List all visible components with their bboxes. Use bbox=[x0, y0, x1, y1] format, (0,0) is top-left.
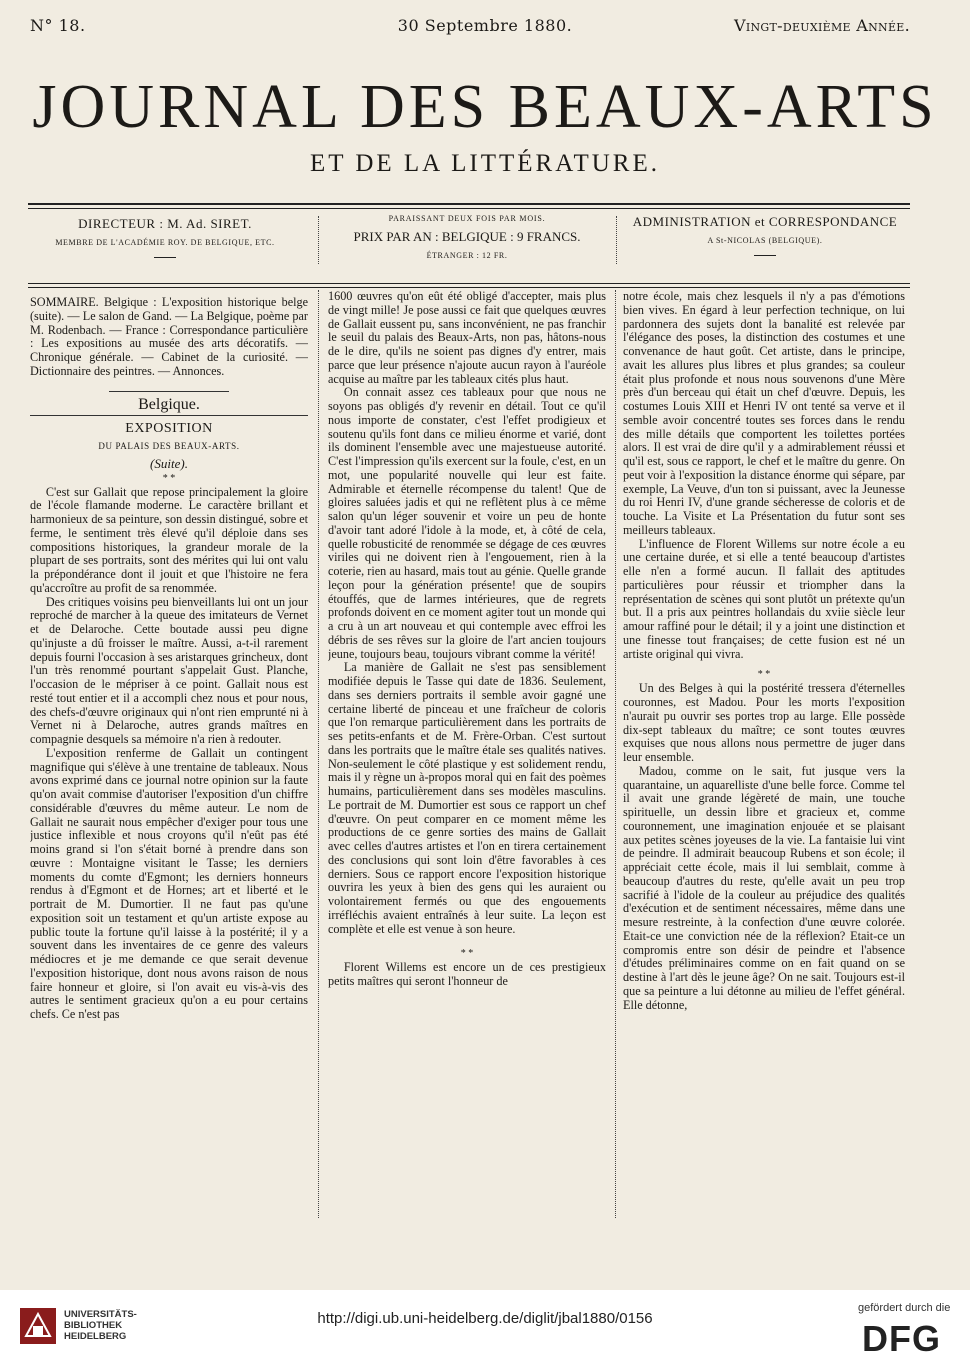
paragraph: notre école, mais chez lesquels il n'y a pas d'émotions bien vives. En égard à leur perfection technique, on lui pardonnera des sujets dont la banalité est relevée par l'élégance des poses, la distinction des costumes et une convenance de haut goût. Cet artiste, dans le principe, avait les allures plus libres et plus grandes; sa couleur était plus profonde et nous nous souvenons d'une Mère près d'un berceau qui était un chef d'œuvre. Depuis, les costumes Louis XIII et Henri IV ont tenté sa verve et il semble avoir concentré toutes ses forces dans le rendu des mille détails que comportent les toilettes portées alors. Il est vrai de dire qu'il y a admirablement réussi et qu'il est, sous ce rapport, le chef et le maître du genre. On peut voir à l'exposition la distance énorme qui sépare, par exemple, La Veuve, d'un ton si puissant, avec la Jeunesse du roi Henri IV, d'une grande sécheresse de coloris et de touche. La Visite et La Présentation du futur sont ses meilleurs tableaux. bbox=[623, 290, 905, 537]
paragraph: L'influence de Florent Willems sur notre école a eu une certaine durée, et si elle a tenté beaucoup d'artistes elle n'en a formé aucun. Il fallait des aptitudes particulières pour réussir et triompher dans la représentation de scènes qui sont plutôt un prétexte qu'un but. Il a pris aux peintres hollandais du xviie siècle leur amour raffiné pour le détail; il y a joint une distinction et une finesse tout françaises; de cette fusion est né un artiste original qui vivra. bbox=[623, 536, 905, 661]
paragraph: On connait assez ces tableaux pour que nous ne soyons pas obligés d'y revenir en détail. Tout ce qu'il nous importe de constater, c'est l'effet prodigieux et soutenu qu'ils font dans ce milieu énorme et varié, dont ils dominent l'ensemble avec une majestueuse autorité. C'est l'impression qu'ils exercent sur la foule, c'est, en un mot, une popularité nouvelle qui leur est faite. Admirable et éternelle récompense du talent! Que de gloires saluées jadis et qui ne reflètent plus à ce même salon qu'un léger souvenir et voire un peu de honte d'avoir tant adoré l'idole à la mode, et, à côté de cela, quelle robusticité de renommée se dégage de ces œuvres viriles qui ne doivent rien à l'engouement, rien à la coterie, rien au hasard, mais tout au génie. Quelle grande leçon pour la génération présente! que de soupirs étouffés, que de larmes intérieures, que de regrets profonds doivent en ce moment agiter tout un monde qui a cru à un art nouveau et qui contemple avec effroi les débris de ses rêves sur la gloire de l'art ancien toujours jeune, toujours beau, toujours vibrant comme la vérité! bbox=[328, 385, 606, 661]
paragraph: L'exposition renferme de Gallait un contingent magnifique qui s'élève à une trentaine de tableaux. Nous avons exprimé dans ce journal notre opinion sur la faute qu'on avait commise d'autoriser l'exposition d'un chiffre considérable d'œuvres du même auteur. Le nom de Gallait ne saurait nous empêcher d'exiger pour tous une justice inflexible et nous croyons qu'il n'eût pas été moins grand si l'on s'était borné à prendre dans son œuvre : Montaigne visitant le Tasse; les derniers moments du comte d'Egmont; les derniers honneurs rendus à d'Egmont et de Hornes; art et liberté et le portrait de M. Dumortier. Il ne faut pas qu'une exposition soit un testament et qu'un artiste expose au public toute la fortune qu'il laisse à la postérité; il y a souvent dans les inventaires de ce genre des valeurs médiocres et je me demande ce que serait devenue l'exposition historique, dont nous avons raison de nous faire honneur et gloire, si l'on avait eu vis-à-vis des autres le sentiment gracieux qu'on a eu pour certains chefs. Ce n'est pas bbox=[30, 745, 308, 1021]
library-line: BIBLIOTHEK bbox=[64, 1320, 123, 1331]
price-belgium: PRIX PAR AN : BELGIQUE : 9 FRANCS. bbox=[353, 229, 581, 244]
article-suite: (Suite). bbox=[150, 455, 188, 471]
paragraph: Un des Belges à qui la postérité tressera d'éternelles couronnes, est Madou. Pour les morts l'exposition n'aurait pu ouvrir ses portes trop au large. Elle possède dix-sept tableaux du maître; ce sont toutes œuvres exquises que nous allons nous permettre de juger dans leur ensemble. bbox=[623, 681, 905, 764]
masthead-title: JOURNAL DES BEAUX-ARTS bbox=[32, 73, 938, 141]
column-separator-2 bbox=[615, 290, 616, 1218]
paragraph: Madou, comme on le sait, fut jusque vers la quarantaine, un aquarelliste d'une belle force. Comme tel il avait une grande légèreté de main, une touche spirituelle, un dessin libre et gracieux et, comme couronnement, une imagination enjouée et se plaisant aux petites scènes joyeuses de la vie. La fantaisie lui vint de peindre. Il admirait beaucoup Rubens et son école; il appréciait cette école, mais il lui semblait, comme à beaucoup d'autres du reste, qu'elle avait un peu trop sacrifié à l'idole de la couleur au préjudice des qualités d'exécution et de sentiment nécessaires, même dans une mesure restreinte, à la confection d'une œuvre colorée. Etait-ce une conviction née de la réflexion? Etait-ce un compromis entre son désir de peindre et l'absence d'études préliminaires comme on en fait quand on se destine à l'art dès le jeune âge? On ne sait. Toujours est-il que sa peinture a lui détonne au milieu de l'effet général. Elle détonne, bbox=[623, 763, 905, 1012]
masthead-subtitle: ET DE LA LITTÉRATURE. bbox=[310, 150, 660, 177]
article-title: EXPOSITION bbox=[125, 421, 213, 437]
section-rule bbox=[109, 391, 229, 392]
info-separator-left bbox=[318, 216, 319, 264]
column-3 bbox=[623, 290, 905, 1218]
library-line: HEIDELBERG bbox=[64, 1331, 127, 1342]
column-separator-1 bbox=[318, 290, 319, 1218]
frequency: PARAISSANT DEUX FOIS PAR MOIS. bbox=[388, 214, 546, 223]
issue-year: Vingt-deuxième Année. bbox=[733, 16, 910, 35]
administration-dash bbox=[754, 255, 776, 256]
masthead-rule-bottom bbox=[28, 208, 910, 209]
funding-note: gefördert durch die bbox=[858, 1302, 951, 1314]
article-subtitle: DU PALAIS DES BEAUX-ARTS. bbox=[98, 441, 240, 451]
sommaire-text: Belgique : L'exposition historique belge (suite). — Le salon de Gand. — La Belgique, poème par M. Rodenbach. — France : Correspondance particulière : Les expositions au musée des arts décoratifs. — Chronique générale. — Cabinet de la curiosité. — Dictionnaire des peintres. — Annonces. bbox=[30, 296, 308, 378]
paragraph: La manière de Gallait ne s'est pas sensiblement modifiée depuis le Tasse qui date de 1836. Seulement, dans ses derniers portraits il semble avoir gagné une certaine liberté de pinceau et une fraîcheur de coloris que l'on remarque particulièrement dans les portraits de ses petits-enfants et de M. Frère-Orban. C'est surtout dans les portraits que le maître étale ses qualités natives. Non-seulement le côté plastique y est solidement rendu, mais il y règne un à-propos moral qui en fait des poèmes humains, particulièrement dans ses modèles masculins. Le portrait de M. Dumortier est sous ce rapport un chef d'œuvre. On peut comparer en ce moment même les productions de ce genre sorties des mains de Gallait avec celles d'autres artistes et l'on en tirera certainement des conclusions qui sont loin d'être favorables à ces derniers. Sous ce rapport encore l'exposition historique ouvrira les yeux à bien des gens qui les auraient ou volontairement fermés ou que des engouements irréfléchis avaient entraînés à leur suite. La leçon est complète et elle est venue à son heure. bbox=[328, 660, 606, 936]
administration-address: A St-NICOLAS (BELGIQUE). bbox=[707, 236, 823, 245]
sommaire-block bbox=[30, 296, 308, 379]
sommaire-label: SOMMAIRE. bbox=[30, 296, 99, 309]
director-info bbox=[30, 216, 300, 258]
price-abroad: ÉTRANGER : 12 FR. bbox=[426, 251, 508, 260]
info-rule-bottom bbox=[28, 287, 910, 288]
section-underline bbox=[30, 415, 308, 416]
info-separator-right bbox=[616, 216, 617, 264]
paragraph: 1600 œuvres qu'on eût été obligé d'accepter, mais plus de vingt mille! Je pose aussi ce fait que quelques œuvres de Gallait eussent pu, sans inconvénient, ne pas franchir le seuil du palais des Beaux-Arts, non pas, hâtons-nous de le dire, qu'ils ne soient pas dignes d'y entrer, mais parce que leur présence n'ajoute aucun rayon à l'auréole acquise au maître par les tableaux cités plus haut. bbox=[328, 290, 606, 386]
column-1 bbox=[30, 296, 308, 1218]
asterism: * * bbox=[460, 948, 474, 960]
masthead-rule-top bbox=[28, 203, 910, 205]
administration-info bbox=[620, 214, 910, 256]
asterism: * * bbox=[757, 669, 771, 681]
library-line: UNIVERSITÄTS- bbox=[64, 1309, 137, 1320]
dfg-logo: DFG bbox=[862, 1318, 941, 1359]
paragraph: C'est sur Gallait que repose principalement la gloire de l'école flamande moderne. Le caractère brillant et harmonieux de sa peinture, son dessin distingué, sobre et ferme, le sentiment très élevé qu'il déploie dans ses compositions historiques, la grandeur morale de la plupart de ses portraits, sont des mérites qui lui ont valu la prépondérance dont il jouit et que l'histoire ne fera qu'accroître au profit de sa renommée. bbox=[30, 484, 308, 595]
asterism: * * bbox=[162, 472, 176, 484]
column-2 bbox=[328, 290, 606, 1218]
director-name: DIRECTEUR : M. Ad. SIRET. bbox=[78, 216, 252, 231]
issue-number: N° 18. bbox=[30, 16, 86, 35]
source-link[interactable]: http://digi.ub.uni-heidelberg.de/diglit/jbal1880/0156 bbox=[317, 1310, 653, 1327]
paragraph: Florent Willems est encore un de ces prestigieux petits maîtres qui seront l'honneur de bbox=[328, 960, 606, 988]
director-title: MEMBRE DE L'ACADÉMIE ROY. DE BELGIQUE, ETC. bbox=[55, 238, 275, 247]
director-dash bbox=[154, 257, 176, 258]
issue-date: 30 Septembre 1880. bbox=[397, 16, 573, 35]
info-rule-top bbox=[28, 283, 910, 284]
section-heading: Belgique. bbox=[138, 395, 200, 413]
administration-title: ADMINISTRATION et CORRESPONDANCE bbox=[632, 214, 898, 229]
paragraph: Des critiques voisins peu bienveillants lui ont un jour reproché de marcher à la queue des imitateurs de Vernet et de Delaroche. Cette boutade aussi peu digne qu'injuste a dû froisser le maître. Aussi, a-t-il rarement depuis fourni l'occasion à ses aristarques grincheux, dont l'un très renommé pourtant s'appelait Gust. Planche, l'occasion de le mépriser à ce point. Gallait nous est resté tout entier et il a accompli chez nous et pour nous, des chefs-d'œuvre originaux qui n'ont rien emprunté ni à Vernet ni à Delaroche, autres grands maîtres en compagnie desquels sa mémoire n'a rien à redouter. bbox=[30, 594, 308, 746]
subscription-info bbox=[322, 214, 612, 260]
